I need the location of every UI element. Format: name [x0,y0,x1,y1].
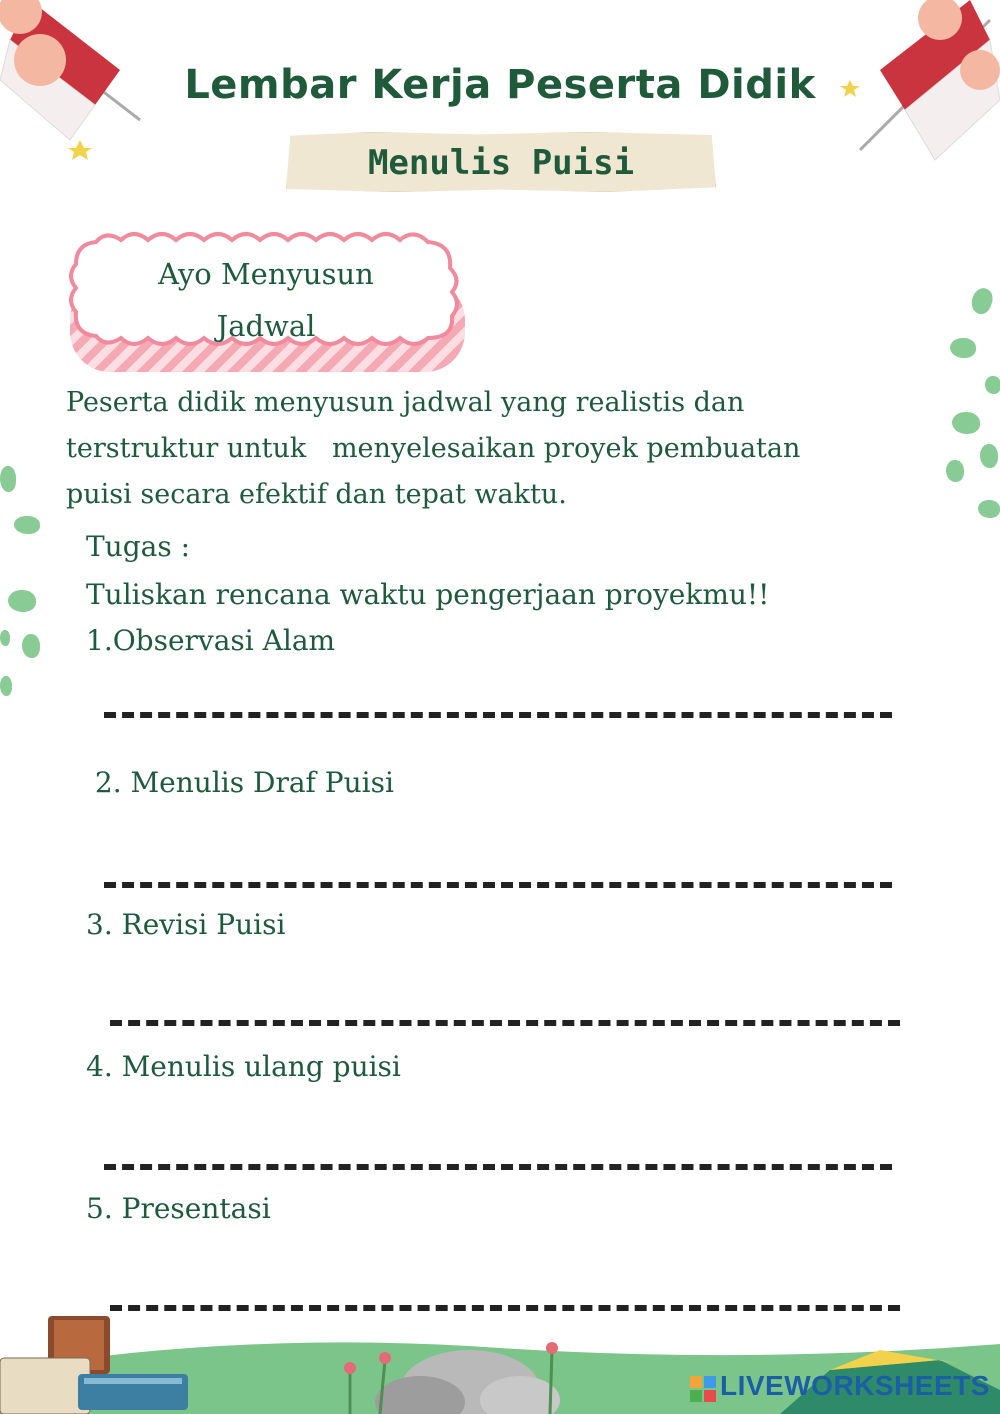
leaf-icon [0,466,16,492]
step-5-label: 5. Presentasi [86,1192,271,1225]
task-instruction: Tuliskan rencana waktu pengerjaan proyekmu!! [86,578,770,611]
leaf-icon [8,590,36,612]
intro-line-1: Peserta didik menyusun jadwal yang realistis dan [66,387,745,418]
intro-paragraph [66,380,946,518]
leaf-icon [0,676,12,696]
liveworksheets-watermark[interactable]: LIVEWORKSHEETS [720,1370,990,1401]
page-subtitle: Menulis Puisi [367,143,635,183]
leaf-icon [968,285,996,316]
leaf-icon [950,338,976,358]
leaf-icon [952,412,980,434]
intro-line-2: terstruktur untuk menyelesaikan proyek pembuatan [66,433,801,464]
badge-title [86,248,446,352]
answer-line-5[interactable] [110,1305,900,1311]
badge-line-1: Ayo Menyusun [158,257,374,291]
leaf-icon [946,460,964,482]
page-title: Lembar Kerja Peserta Didik [184,62,816,108]
leaf-icon [985,376,1000,394]
answer-line-4[interactable] [104,1164,892,1170]
intro-line-3: puisi secara efektif dan tepat waktu. [66,479,567,510]
leaf-icon [980,444,998,468]
answer-line-3[interactable] [110,1020,900,1026]
leaf-icon [0,630,10,646]
badge-line-2: Jadwal [216,309,316,343]
step-3-label: 3. Revisi Puisi [86,908,286,941]
leaf-icon [22,634,40,658]
books-stack-icon [0,1312,200,1414]
step-4-label: 4. Menulis ulang puisi [86,1050,401,1083]
leaf-icon [978,500,1000,518]
answer-line-1[interactable] [104,712,892,718]
step-2-label: 2. Menulis Draf Puisi [86,766,394,799]
liveworksheets-logo-icon [690,1376,716,1402]
step-1-label: 1.Observasi Alam [86,624,336,657]
leaf-icon [14,516,40,534]
answer-line-2[interactable] [104,882,892,888]
task-label: Tugas : [86,530,191,563]
